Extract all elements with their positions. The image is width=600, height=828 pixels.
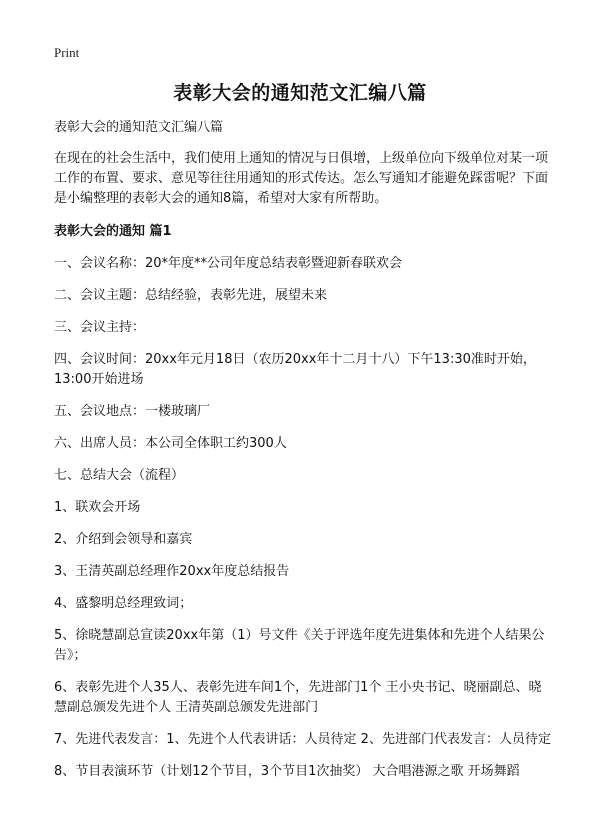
list-item: 一、会议名称：20*年度**公司年度总结表彰暨迎新春联欢会: [54, 256, 403, 271]
list-item: 6、表彰先进个人35人、表彰先进车间1个，先进部门1个 王小央书记、晓丽副总、晓慧副总颁发先进个人 王清英副总颁发先进部门: [54, 680, 542, 715]
section-heading: 表彰大会的通知 篇1: [54, 224, 172, 239]
list-item: 七、总结大会（流程）: [54, 468, 185, 483]
list-item: 三、会议主持：: [54, 320, 146, 335]
document-subtitle: 表彰大会的通知范文汇编八篇: [54, 120, 224, 135]
list-item: 8、节目表演环节（计划12个节目，3个节目1次抽奖） 大合唱港源之歌 开场舞蹈: [54, 764, 520, 779]
print-label: Print: [54, 45, 80, 60]
list-item: 六、出席人员：本公司全体职工约300人: [54, 436, 287, 451]
list-item: 二、会议主题：总结经验，表彰先进，展望未来: [54, 288, 328, 303]
list-item: 5、徐晓慧副总宣读20xx年第（1）号文件《关于评选年度先进集体和先进个人结果公告》；: [54, 628, 545, 663]
list-item: 3、王清英副总经理作20xx年度总结报告: [54, 564, 290, 579]
list-item: 五、会议地点：一楼玻璃厂: [54, 404, 211, 419]
list-item: 1、联欢会开场: [54, 500, 141, 515]
list-item: 4、盛黎明总经理致词；: [54, 596, 193, 611]
intro-paragraph: 在现在的社会生活中，我们使用上通知的情况与日俱增，上级单位向下级单位对某一项工作的布置、要求、意见等往往用通知的形式传达。怎么写通知才能避免踩雷呢？下面是小编整理的表彰大会的通知8篇，希望对大家有所帮助。: [54, 151, 549, 206]
list-item: 2、介绍到会领导和嘉宾: [54, 532, 193, 547]
document-title: 表彰大会的通知范文汇编八篇: [173, 82, 427, 104]
document-body: [54, 118, 554, 794]
list-item: 四、会议时间：20xx年元月18日（农历20xx年十二月十八）下午13:30准时开始，13:00开始进场: [54, 352, 536, 387]
list-item: 7、先进代表发言：1、先进个人代表讲话：人员待定 2、先进部门代表发言：人员待定: [54, 732, 551, 747]
